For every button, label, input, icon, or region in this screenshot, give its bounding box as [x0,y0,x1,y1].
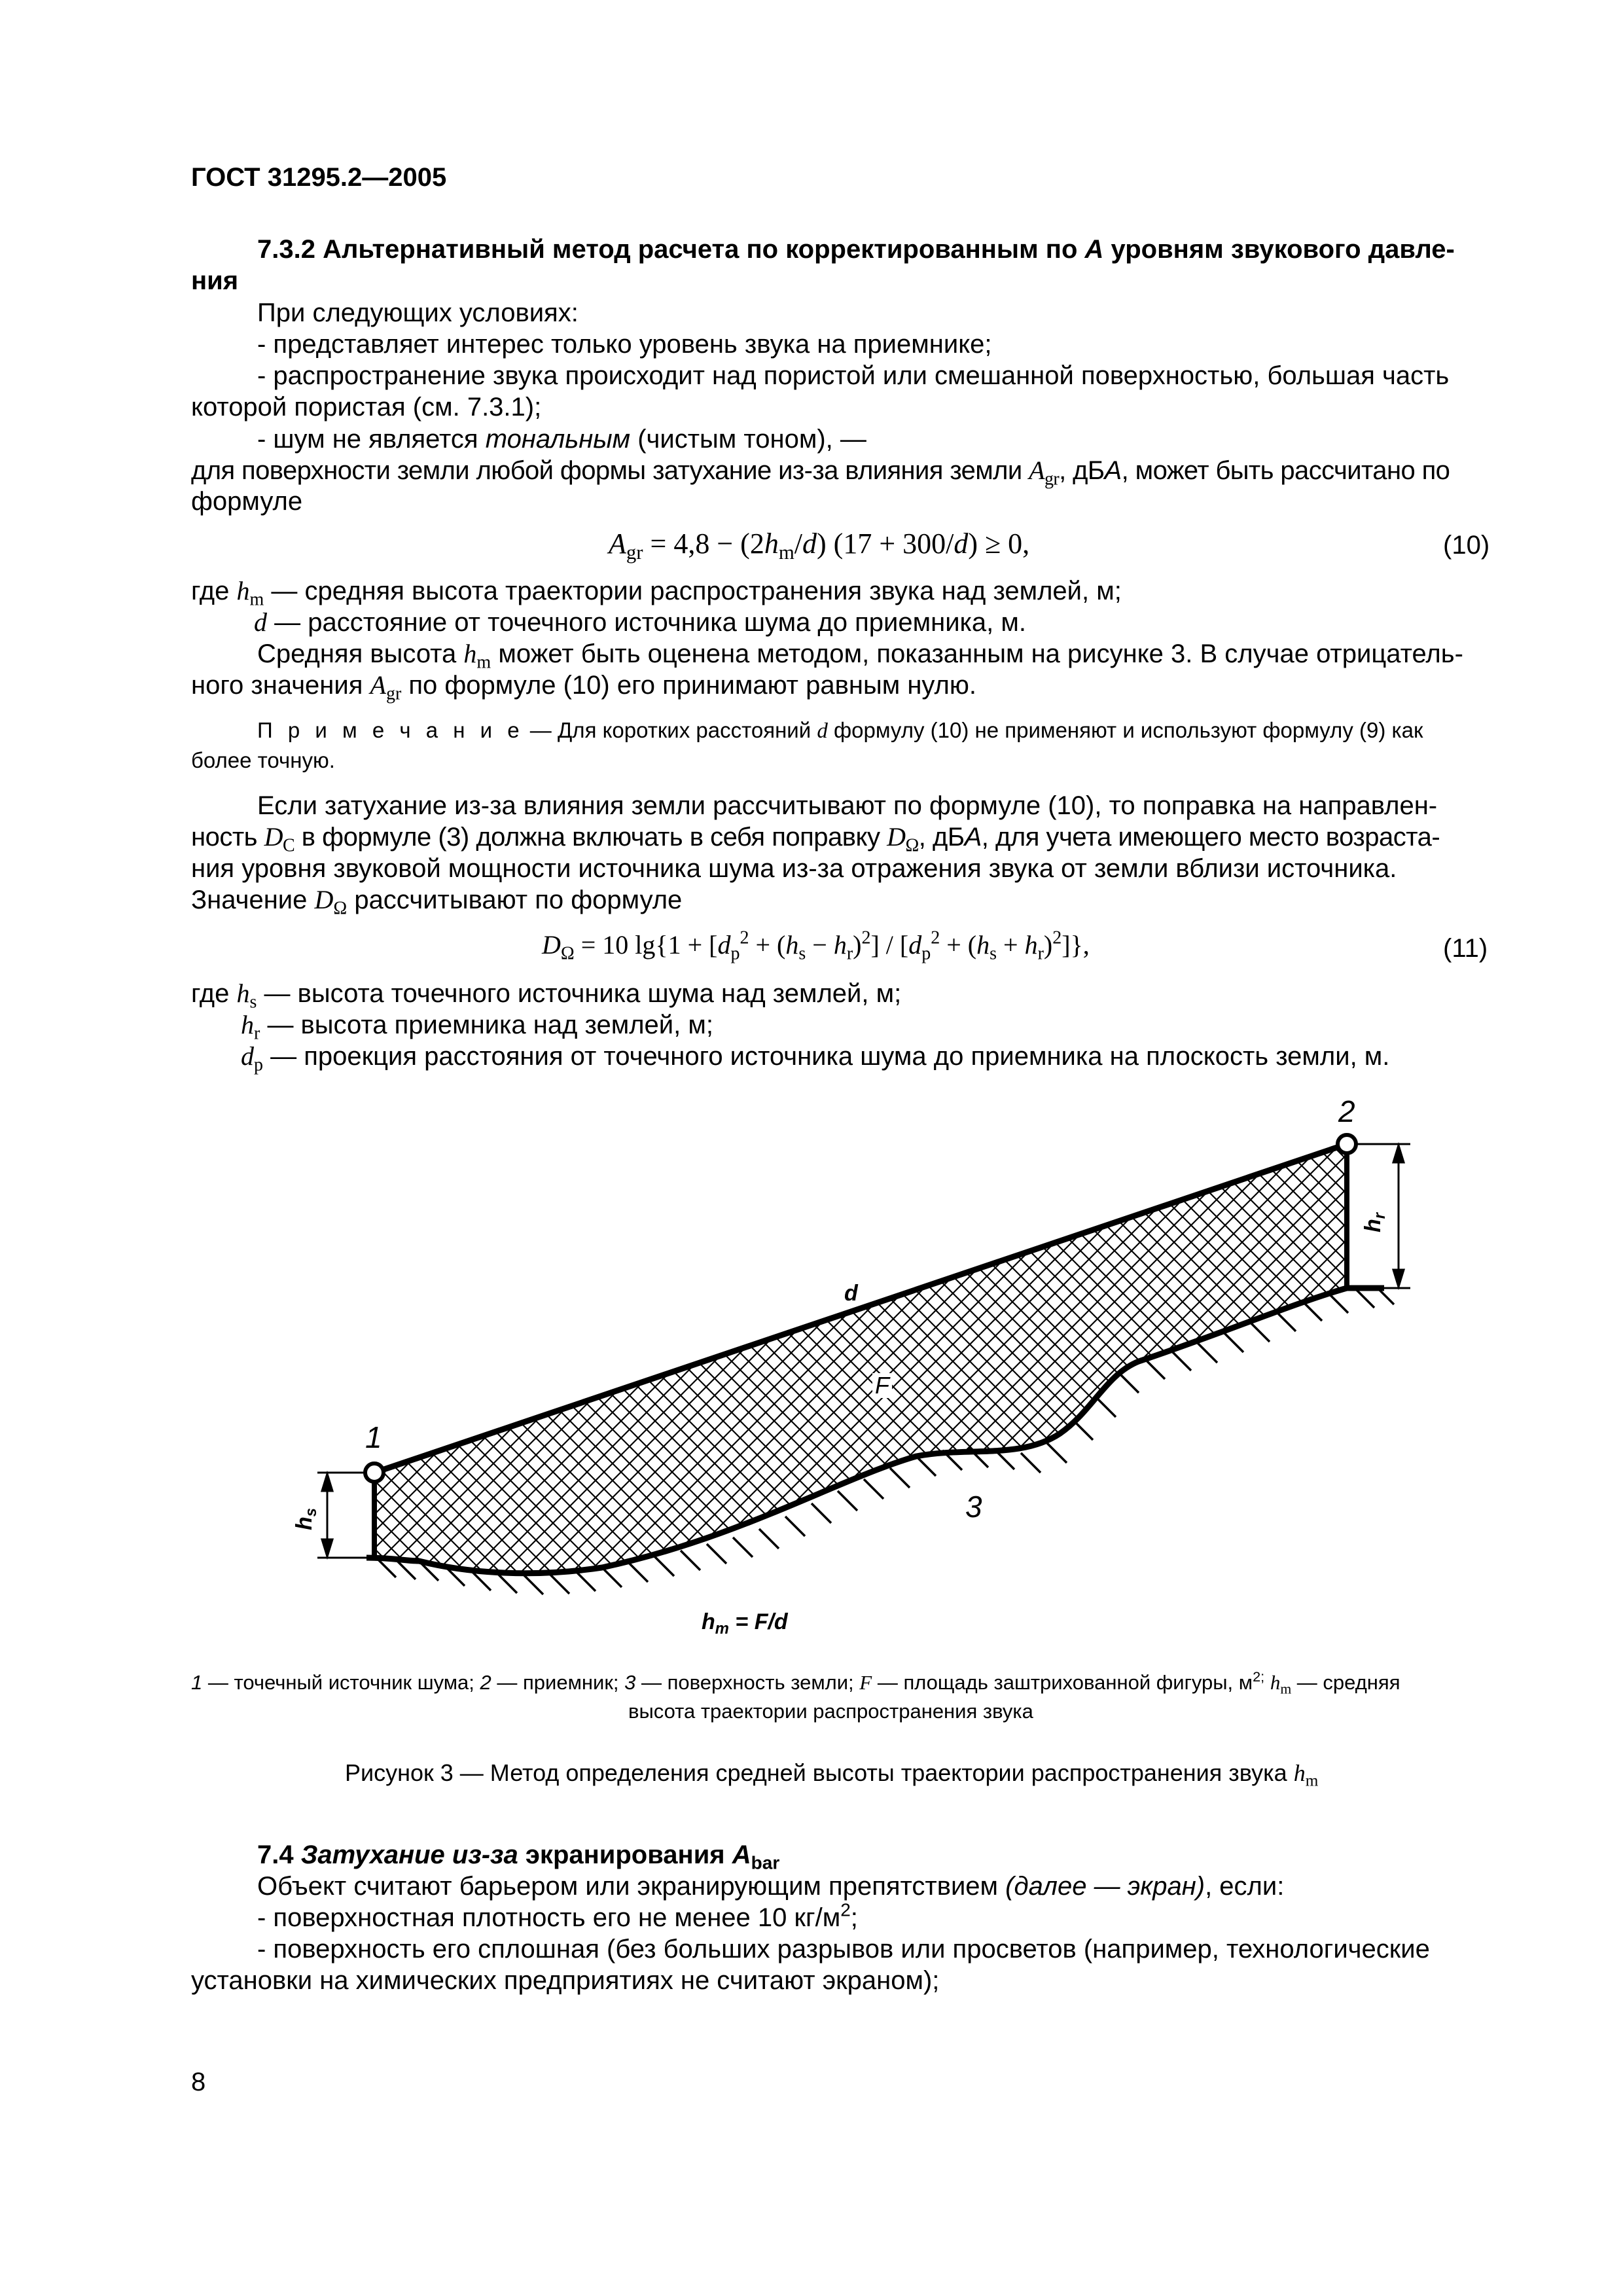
where-hm: где $h_m$ — средняя высота траектории распространения звука над землей, м; [191,576,1122,610]
equation-10-number: (10) [1443,531,1490,560]
section-7-4-condition-1: - поверхностная плотность его не менее 10 $кг/м^2$; [257,1899,858,1932]
condition-1: - представляет интерес только уровень звука на приемнике; [257,330,992,359]
condition-3: - шум не является тональным (чистым тоном), — [257,425,866,454]
figure-caption: Рисунок 3 — Метод определения средней высоты траектории распространения звука $h_m$ [345,1759,1319,1790]
figure-label-F: F [872,1373,892,1398]
figure-formula-hm: $h_m = F/d$ [702,1609,788,1638]
section-7-3-2-title-cont: ния [191,266,239,295]
condition-2-cont: которой пористая (см. 7.3.1); [191,393,542,422]
formula-intro: для поверхности земли любой формы затухание из-за влияния земли $A_{gr}$, дБA, может быть рассчитано по [191,456,1450,490]
hs-dimension [317,1473,366,1558]
conditions-intro: При следующих условиях: [257,298,579,327]
figure-label-hs: $h_s$ [292,1507,321,1531]
figure-label-d: d [844,1281,858,1306]
equation-11-number: (11) [1443,934,1488,963]
equation-11: $D_\Omega = 10$ $\lg\{1 + [d_p^2 + (h_s - h_r)^2] / [d_p^2 + (h_s + h_r)^2]\}$, [542,927,1090,964]
avg-height-para: Средняя высота $h_m$ может быть оценена методом, показанным на рисунке 3. В случае отрицатель- [257,639,1463,673]
standard-header: ГОСТ 31295.2—2005 [191,163,447,192]
where-hr: $h_r$ — высота приемника над землей, м; [241,1010,713,1044]
equation-10: $A_{gr} = 4,8 - (2h_m/d) (17 + 300/d) \ge 0$, [609,528,1030,564]
section-7-3-2-title: 7.3.2 Альтернативный метод расчета по корректированным по A уровням звукового давле- [257,235,1455,264]
source-point [365,1463,383,1482]
section-7-4-condition-2-cont: установки на химических предприятиях не считают экраном); [191,1966,940,1995]
where-hs: где $h_s$ — высота точечного источника шума над землей, м; [191,978,902,1013]
figure-legend-cont: высота траектории распространения звука [628,1700,1033,1723]
formula-intro-cont: формуле [191,487,303,516]
figure-label-3: 3 [965,1490,982,1524]
para-2-line-4: Значение $D_\Omega$ рассчитывают по формуле [191,885,683,919]
hatched-area-F [374,1144,1347,1573]
where-d: d — расстояние от точечного источника шума до приемника, м. [254,607,1027,637]
section-7-4-condition-2: - поверхность его сплошная (без больших разрывов или просветов (например, технологические [257,1935,1430,1964]
where-dp: $d_p$ — проекция расстояния от точечного источника шума до приемника на плоскость земли, м. [241,1041,1390,1075]
para-2-line-3: ния уровня звуковой мощности источника шума из-за отражения звука от земли вблизи источника. [191,854,1397,883]
figure-label-1: 1 [365,1420,382,1454]
figure-label-2: 2 [1338,1094,1355,1128]
note-cont: более точную. [191,748,335,772]
para-2-line-2: ность $D_C$ в формуле (3) должна включать в себя поправку $D_\Omega$, дБA, для учета имеющего место возраста- [191,822,1440,856]
condition-2: - распространение звука происходит над пористой или смешанной поверхностью, большая часть [257,361,1450,390]
avg-height-para-cont: ного значения $A_{gr}$ по формуле (10) его принимают равным нулю. [191,670,976,704]
note: П р и м е ч а н и е — Для коротких расстояний d формулу (10) не применяют и используют формулу (9) как [257,718,1423,743]
figure-legend: 1 — точечный источник шума; 2 — приемник; 3 — поверхность земли; F — площадь заштрихованной фигуры, $м^{2;}$ $h_m$ — средняя [191,1668,1400,1697]
section-7-4-intro: Объект считают барьером или экранирующим препятствием (далее — экран), если: [257,1872,1285,1901]
figure-label-hr: $h_r$ [1361,1212,1389,1233]
para-2: Если затухание из-за влияния земли рассчитывают по формуле (10), то поправка на направлен- [257,791,1438,820]
receiver-point [1338,1135,1356,1153]
page-number: 8 [191,2068,206,2096]
section-7-4-title: 7.4 Затухание из-за экранирования $A_{bar}$ [257,1840,780,1873]
